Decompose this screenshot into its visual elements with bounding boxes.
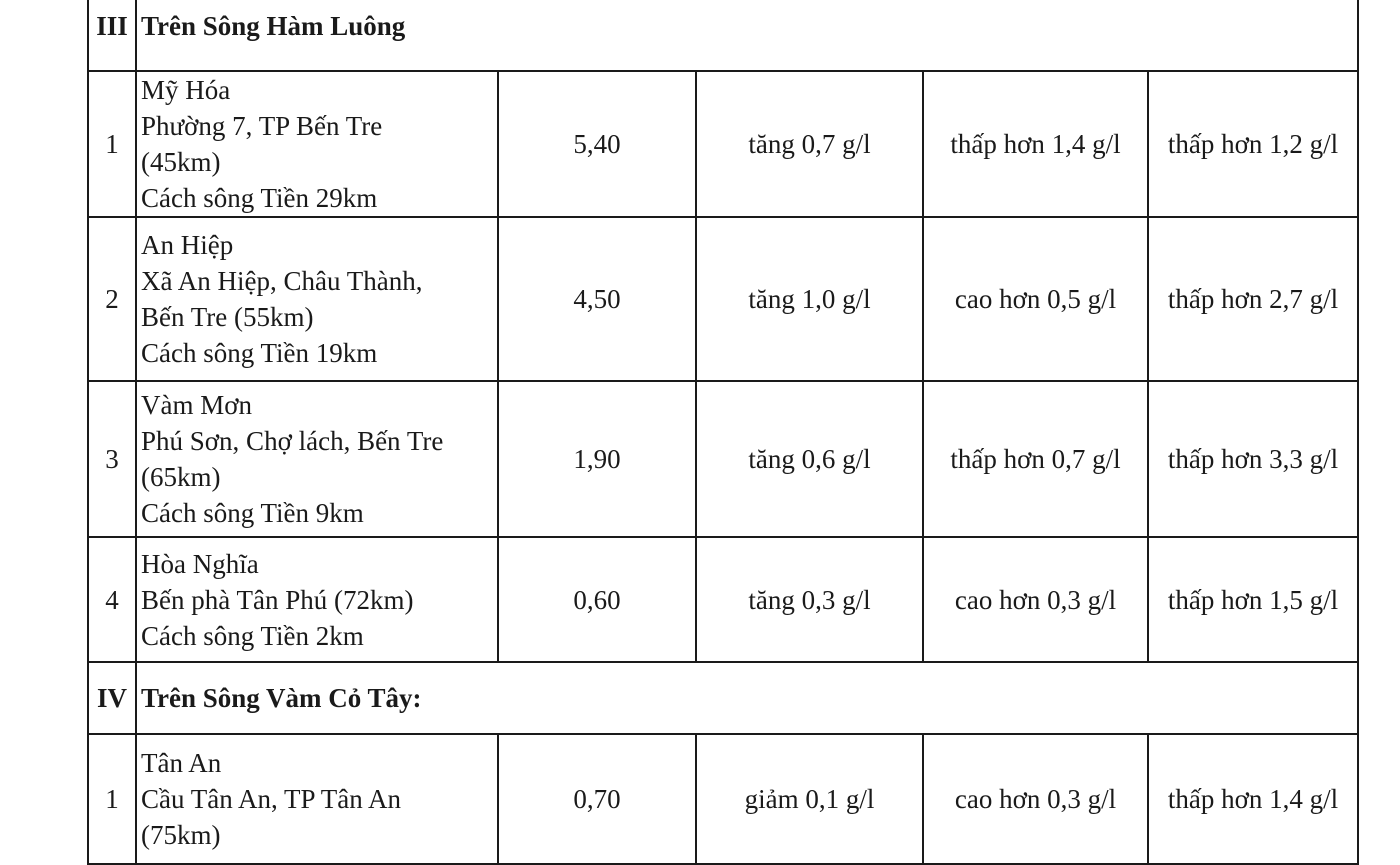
- location-detail: Bến Tre (55km): [141, 302, 314, 332]
- location-detail: Cách sông Tiền 2km: [141, 620, 364, 651]
- section-header-row: [88, 0, 1358, 71]
- location-detail: Xã An Hiệp, Châu Thành,: [141, 266, 423, 296]
- section-number: IV: [88, 662, 136, 734]
- table-row: [88, 734, 1358, 864]
- comparison-value: thấp hơn 1,4 g/l: [1148, 734, 1358, 864]
- change-value: tăng 0,3 g/l: [696, 537, 923, 662]
- location-cell: [136, 734, 498, 864]
- location-detail: Cách sông Tiền 9km: [141, 498, 364, 528]
- section-title: Trên Sông Vàm Cỏ Tây:: [136, 662, 1358, 734]
- comparison-value: thấp hơn 0,7 g/l: [923, 381, 1148, 537]
- location-cell: [136, 217, 498, 381]
- comparison-value: cao hơn 0,3 g/l: [923, 537, 1148, 662]
- table-row: [88, 71, 1358, 217]
- location-name: An Hiệp: [141, 230, 234, 260]
- location-detail: Phú Sơn, Chợ lách, Bến Tre: [141, 426, 444, 456]
- change-value: tăng 0,6 g/l: [696, 381, 923, 537]
- section-header-row: [88, 662, 1358, 734]
- table-row: [88, 381, 1358, 537]
- row-number: 4: [88, 537, 136, 662]
- section-number: III: [88, 0, 136, 71]
- table-row: [88, 537, 1358, 662]
- salinity-value: 0,60: [498, 537, 696, 662]
- location-cell: [136, 71, 498, 217]
- comparison-value: cao hơn 0,3 g/l: [923, 734, 1148, 864]
- location-detail: Cách sông Tiền 19km: [141, 338, 378, 368]
- section-title: Trên Sông Hàm Luông: [136, 0, 1358, 71]
- location-name: Tân An: [141, 748, 222, 778]
- row-number: 3: [88, 381, 136, 537]
- comparison-value: thấp hơn 2,7 g/l: [1148, 217, 1358, 381]
- comparison-value: thấp hơn 3,3 g/l: [1148, 381, 1358, 537]
- comparison-value: thấp hơn 1,5 g/l: [1148, 537, 1358, 662]
- location-name: Vàm Mơn: [141, 390, 253, 420]
- change-value: tăng 1,0 g/l: [696, 217, 923, 381]
- location-detail: Cách sông Tiền 29km: [141, 183, 378, 213]
- salinity-value: 0,70: [498, 734, 696, 864]
- row-number: 1: [88, 734, 136, 864]
- change-value: tăng 0,7 g/l: [696, 71, 923, 217]
- row-number: 1: [88, 71, 136, 217]
- location-detail: Cầu Tân An, TP Tân An: [141, 784, 402, 814]
- salinity-value: 4,50: [498, 217, 696, 381]
- location-cell: [136, 381, 498, 537]
- salinity-table: [87, 0, 1359, 865]
- location-detail: (75km): [141, 820, 221, 850]
- location-cell: [136, 537, 498, 662]
- location-name: Mỹ Hóa: [141, 75, 231, 105]
- comparison-value: thấp hơn 1,4 g/l: [923, 71, 1148, 217]
- location-detail: Bến phà Tân Phú (72km): [141, 584, 414, 615]
- salinity-value: 5,40: [498, 71, 696, 217]
- location-detail: Phường 7, TP Bến Tre: [141, 111, 383, 141]
- comparison-value: thấp hơn 1,2 g/l: [1148, 71, 1358, 217]
- location-name: Hòa Nghĩa: [141, 548, 259, 579]
- location-detail: (45km): [141, 147, 221, 177]
- comparison-value: cao hơn 0,5 g/l: [923, 217, 1148, 381]
- salinity-value: 1,90: [498, 381, 696, 537]
- change-value: giảm 0,1 g/l: [696, 734, 923, 864]
- location-detail: (65km): [141, 462, 221, 492]
- table-row: [88, 217, 1358, 381]
- row-number: 2: [88, 217, 136, 381]
